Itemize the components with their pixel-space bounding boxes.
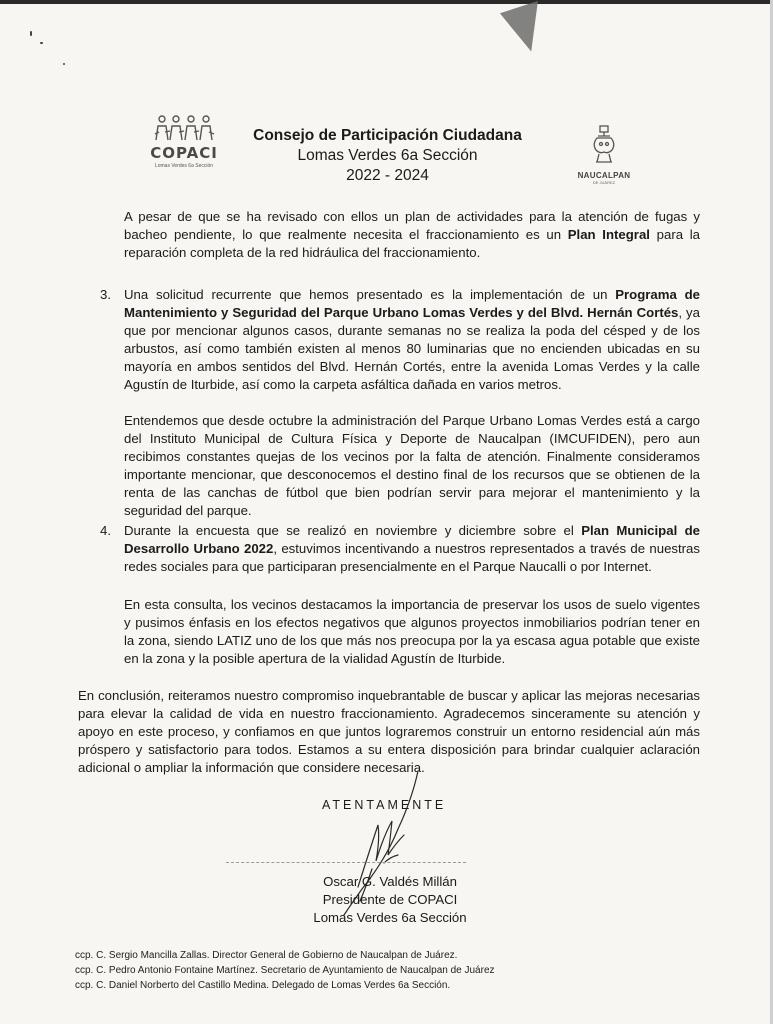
list-item-4 [124,522,700,576]
ccp-line: ccp. C. Pedro Antonio Fontaine Martínez. Secretario de Ayuntamiento de Naucalpan de Juárez [75,965,495,976]
naucalpan-glyph-icon [586,124,622,166]
list-number: 4. [100,523,111,538]
paragraph-text: , ya que por mencionar algunos casos, durante semanas no se realiza la poda del césped y de los arbustos, así como también existen al menos 80 luminarias que no encienden ubicadas en su mayoría en ambos sentidos del Blvd. Hernán Cortés, entre la avenida Lomas Verdes y la calle Agustín de Iturbide, así como la carpeta asfáltica dañada en varios metros. [124,305,700,392]
paragraph-bold-text: Plan Municipal de Desarrollo Urbano 2022 [124,523,700,556]
scan-speck [63,63,65,65]
signer-role: Presidente de COPACI [322,892,458,907]
naucalpan-name: NAUCALPAN [577,171,631,180]
council-period: 2022 - 2024 [346,167,429,184]
list-item-4-continuation: En esta consulta, los vecinos destacamos la importancia de preservar los usos de suelo vigentes y pusimos énfasis en los efectos negativos que algunos proyectos inmobiliarios podrían tener en la zona, siendo LATIZ uno de los que más nos preocupa por la ya escasa agua potable que existe en la zona y la posible apertura de la vialidad Agustín de Iturbide. [124,597,700,666]
people-figures-icon [153,114,215,144]
scan-edge-top [0,0,773,4]
copaci-logo [148,114,220,184]
signer-info [300,873,480,927]
ccp-line: ccp. C. Sergio Mancilla Zallas. Director General de Gobierno de Naucalpan de Juárez. [75,950,458,961]
scan-smudge [500,1,552,57]
scan-speck [30,31,32,36]
letterhead [0,110,773,190]
paragraph-bold-text: Plan Integral [567,227,650,242]
copaci-brand-text: COPACI [150,144,218,162]
paragraph-plan-integral [124,208,700,262]
signer-name: Oscar G. Valdés Millán [323,874,457,889]
naucalpan-logo [576,124,632,185]
list-item-3 [124,286,700,394]
ccp-list [75,948,495,993]
letterhead-title [220,126,555,186]
paragraph-text: Durante la encuesta que se realizó en noviembre y diciembre sobre el [124,523,582,538]
council-name: Consejo de Participación Ciudadana [253,127,522,144]
paragraph-text: A pesar de que se ha revisado con ellos un plan de actividades para la atención de fugas y bacheo pendiente, lo que realmente necesita el fraccionamiento es un [124,209,700,242]
council-section: Lomas Verdes 6a Sección [297,147,478,164]
scan-speck [40,42,43,44]
signer-org: Lomas Verdes 6a Sección [313,910,467,925]
list-item-3-continuation: Entendemos que desde octubre la administración del Parque Urbano Lomas Verdes está a cargo del Instituto Municipal de Cultura Física y Deporte de Naucalpan (IMCUFIDEN), pero aun recibimos constantes quejas de los vecinos por la falta de atención. Finalmente consideramos importante mencionar, que desconocemos el destino final de los recursos que se obtienen de la renta de las canchas de fútbol que bien podrían servir para mejorar el mantenimiento y la seguridad del parque. [124,413,700,518]
list-number: 3. [100,287,111,302]
naucalpan-subtitle: DE JUÁREZ [592,180,616,185]
paragraph-text: , estuvimos incentivando a nuestros representados a través de nuestras redes sociales para que participaran presencialmente en el Parque Naucalli o por Internet. [124,541,700,574]
salutation: ATENTAMENTE [322,798,447,812]
paragraph-text: Una solicitud recurrente que hemos presentado es la implementación de un [124,287,616,302]
copaci-subtitle: Lomas Verdes 6a Sección [154,163,214,169]
closing-paragraph: En conclusión, reiteramos nuestro compromiso inquebrantable de buscar y aplicar las mejoras necesarias para elevar la calidad de vida en nuestro fraccionamiento. Agradecemos sinceramente su atención y apoyo en este proceso, y confiamos en que juntos lograremos construir un entorno residencial aún más próspero y satisfactorio para todos. Estamos a su entera disposición para brindar cualquier aclaración adicional o ampliar la información que considere necesaria. [78,688,700,775]
paragraph-bold-text: Programa de Mantenimiento y Seguridad del Parque Urbano Lomas Verdes y del Blvd. Hernán Cortés [124,287,701,320]
signature-block [0,795,773,945]
paragraph-text: para la reparación completa de la red hidráulica del fraccionamiento. [124,227,700,260]
ccp-line: ccp. C. Daniel Norberto del Castillo Medina. Delegado de Lomas Verdes 6a Sección. [75,980,451,991]
signature-line [226,862,466,863]
